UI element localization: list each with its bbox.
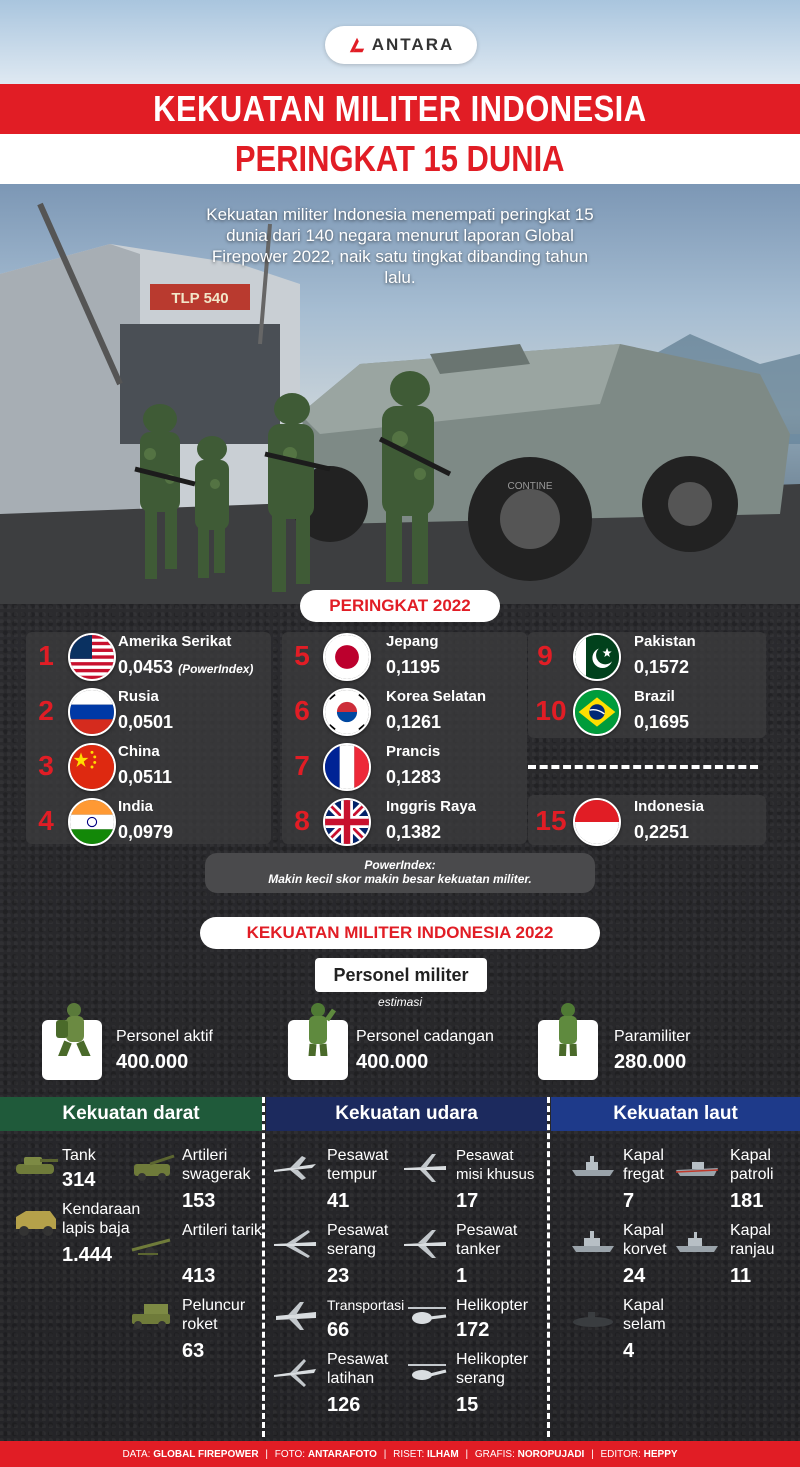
country-score: 0,0501 — [118, 712, 174, 732]
south-korea-flag-icon — [323, 688, 371, 736]
ranking-title: PERINGKAT 2022 — [300, 590, 500, 622]
personel-value: 400.000 — [116, 1051, 189, 1073]
unit-value: 41 — [327, 1190, 350, 1212]
credit-separator: | — [588, 1448, 597, 1460]
unit-value: 63 — [182, 1340, 205, 1362]
unit-value: 314 — [62, 1169, 96, 1191]
unit-label: Pesawat serang — [327, 1222, 389, 1258]
rank-number: 3 — [38, 750, 54, 781]
country-score: 0,1382 — [386, 822, 442, 842]
minesweeper-icon — [674, 1226, 720, 1260]
helicopter-icon — [404, 1300, 450, 1334]
uk-flag-icon — [323, 798, 371, 846]
attack-helicopter-icon — [404, 1357, 450, 1391]
rank-number: 9 — [537, 640, 553, 671]
unit-label: Pesawat tanker — [456, 1222, 518, 1258]
country-name: Rusia — [118, 688, 159, 705]
fighter-jet-icon — [272, 1150, 318, 1184]
land-forces-header: Kekuatan darat — [0, 1097, 262, 1131]
country-name: Jepang — [386, 633, 439, 650]
brazil-flag-icon — [573, 688, 621, 736]
personel-label: Personel cadangan — [356, 1028, 494, 1045]
soldier-running-icon — [42, 1020, 102, 1080]
personel-value: 280.000 — [614, 1051, 687, 1073]
unit-value: 24 — [623, 1265, 646, 1287]
antara-logo-icon — [348, 36, 366, 54]
column-divider — [262, 1097, 265, 1437]
country-name: Indonesia — [634, 798, 705, 815]
tire-brand-text: CONTINE — [507, 481, 553, 492]
rank-number: 7 — [294, 750, 310, 781]
special-mission-plane-icon — [402, 1150, 448, 1184]
unit-label: Artileri tarik — [182, 1222, 263, 1239]
credit-item: GRAFIS: NOROPUJADI — [474, 1448, 585, 1460]
unit-label: Artileri swagerak — [182, 1147, 251, 1183]
country-score: 0,0453 (PowerIndex) — [118, 657, 254, 677]
attack-jet-icon — [272, 1226, 318, 1260]
intro-text: Kekuatan militer Indonesia menempati peringkat 15 dunia dari 140 negara menurut laporan Global Firepower 2022, naik satu tingkat dibanding tahun lalu. — [206, 205, 594, 287]
section-title: KEKUATAN MILITER INDONESIA 2022 — [200, 917, 600, 949]
india-flag-icon — [68, 798, 116, 846]
unit-value: 413 — [182, 1265, 216, 1287]
title-banner-red — [0, 84, 800, 134]
unit-value: 172 — [456, 1319, 490, 1341]
unit-label: Pesawat misi khusus — [456, 1147, 535, 1183]
personel-value: 400.000 — [356, 1051, 429, 1073]
unit-label: Kapal patroli — [730, 1147, 774, 1183]
rocket-launcher-icon — [128, 1298, 174, 1332]
self-propelled-artillery-icon — [130, 1150, 176, 1184]
transport-plane-icon — [272, 1298, 318, 1332]
towed-artillery-icon — [128, 1228, 174, 1262]
unit-value: 1.444 — [62, 1244, 113, 1266]
country-score: 0,0979 — [118, 822, 174, 842]
country-name: Prancis — [386, 743, 441, 760]
country-name: China — [118, 743, 160, 760]
country-score: 0,2251 — [634, 822, 690, 842]
unit-label: Kapal ranjau — [730, 1222, 775, 1258]
rank-number: 8 — [294, 805, 310, 836]
country-name: Inggris Raya — [386, 798, 477, 815]
country-score: 0,0511 — [118, 767, 173, 787]
unit-label: Tank — [62, 1147, 96, 1164]
unit-label: Peluncur roket — [182, 1297, 246, 1333]
trainer-jet-icon — [272, 1355, 318, 1389]
china-flag-icon — [68, 743, 116, 791]
page-title: KEKUATAN MILITER INDONESIA — [153, 88, 647, 129]
rank-number: 1 — [38, 640, 54, 671]
credit-item: EDITOR: HEPPY — [600, 1448, 678, 1460]
powerindex-note-text: Makin kecil skor makin besar kekuatan militer. — [268, 872, 532, 886]
unit-label: Helikopter — [456, 1297, 529, 1314]
unit-label: Kapal fregat — [623, 1147, 664, 1183]
unit-label: Kapal korvet — [623, 1222, 667, 1258]
country-score: 0,1195 — [386, 657, 441, 677]
france-flag-icon — [323, 743, 371, 791]
country-name: Amerika Serikat — [118, 633, 232, 650]
antara-logo — [325, 26, 477, 64]
naval-forces-header: Kekuatan laut — [551, 1097, 800, 1131]
country-name: Brazil — [634, 688, 675, 705]
powerindex-note — [205, 853, 595, 893]
corvette-icon — [570, 1226, 616, 1260]
unit-value: 181 — [730, 1190, 764, 1212]
unit-label: Pesawat tempur — [327, 1147, 389, 1183]
unit-label: Helikopter serang — [456, 1351, 529, 1387]
submarine-icon — [570, 1300, 616, 1334]
rank-number: 6 — [294, 695, 310, 726]
page-subtitle: PERINGKAT 15 DUNIA — [235, 138, 565, 179]
credit-item: RISET: ILHAM — [393, 1448, 459, 1460]
credit-separator: | — [380, 1448, 390, 1460]
country-score: 0,1261 — [386, 712, 442, 732]
personel-label: Paramiliter — [614, 1028, 691, 1045]
credit-separator: | — [262, 1448, 271, 1460]
frigate-icon — [570, 1150, 616, 1184]
rank-number: 4 — [38, 805, 54, 836]
unit-value: 7 — [623, 1190, 635, 1212]
unit-label: Transportasi — [327, 1297, 405, 1313]
country-name: Pakistan — [634, 633, 696, 650]
credits-footer — [0, 1441, 800, 1467]
soldier-standing-icon — [538, 1020, 598, 1080]
unit-value: 11 — [730, 1265, 752, 1287]
ranking-separator — [528, 765, 758, 769]
air-forces-header: Kekuatan udara — [266, 1097, 547, 1131]
patrol-boat-icon — [674, 1150, 720, 1184]
unit-value: 153 — [182, 1190, 216, 1212]
country-name: India — [118, 798, 154, 815]
unit-value: 126 — [327, 1394, 361, 1416]
unit-value: 17 — [456, 1190, 479, 1212]
personel-label: Personel aktif — [116, 1028, 213, 1045]
brand-name: ANTARA — [371, 35, 455, 54]
country-name: Korea Selatan — [386, 688, 487, 705]
soldier-saluting-icon — [288, 1020, 348, 1080]
pakistan-flag-icon — [573, 633, 621, 681]
powerindex-note-title: PowerIndex: — [364, 858, 436, 872]
country-score: 0,1572 — [634, 657, 690, 677]
unit-value: 1 — [456, 1265, 468, 1287]
tank-icon — [12, 1148, 58, 1182]
rank-number: 5 — [294, 640, 310, 671]
unit-value: 66 — [327, 1319, 350, 1341]
unit-value: 23 — [327, 1265, 350, 1287]
russia-flag-icon — [68, 688, 116, 736]
indonesia-flag-icon — [573, 798, 621, 846]
unit-value: 4 — [623, 1340, 635, 1362]
credit-item: DATA: GLOBAL FIREPOWER — [122, 1448, 259, 1460]
country-score: 0,1283 — [386, 767, 442, 787]
tanker-plane-icon — [402, 1226, 448, 1260]
ship-hull-number: TLP 540 — [171, 290, 229, 307]
credit-item: FOTO: ANTARAFOTO — [274, 1448, 377, 1460]
usa-flag-icon — [68, 633, 116, 681]
rank-number: 10 — [535, 695, 567, 726]
column-divider — [547, 1097, 550, 1437]
unit-label: Pesawat latihan — [327, 1351, 389, 1387]
country-score: 0,1695 — [634, 712, 690, 732]
personel-subtitle: estimasi — [377, 995, 422, 1009]
personel-title: Personel militer — [315, 958, 487, 992]
unit-label: Kapal selam — [623, 1297, 666, 1333]
rank-number: 2 — [38, 695, 54, 726]
unit-value: 15 — [456, 1394, 479, 1416]
powerindex-label: (PowerIndex) — [178, 662, 254, 676]
credit-separator: | — [462, 1448, 471, 1460]
unit-label: Kendaraan lapis baja — [62, 1201, 141, 1237]
rank-number: 15 — [535, 805, 567, 836]
japan-flag-icon — [323, 633, 371, 681]
armored-vehicle-icon — [12, 1205, 58, 1239]
title-banner-white — [0, 134, 800, 184]
